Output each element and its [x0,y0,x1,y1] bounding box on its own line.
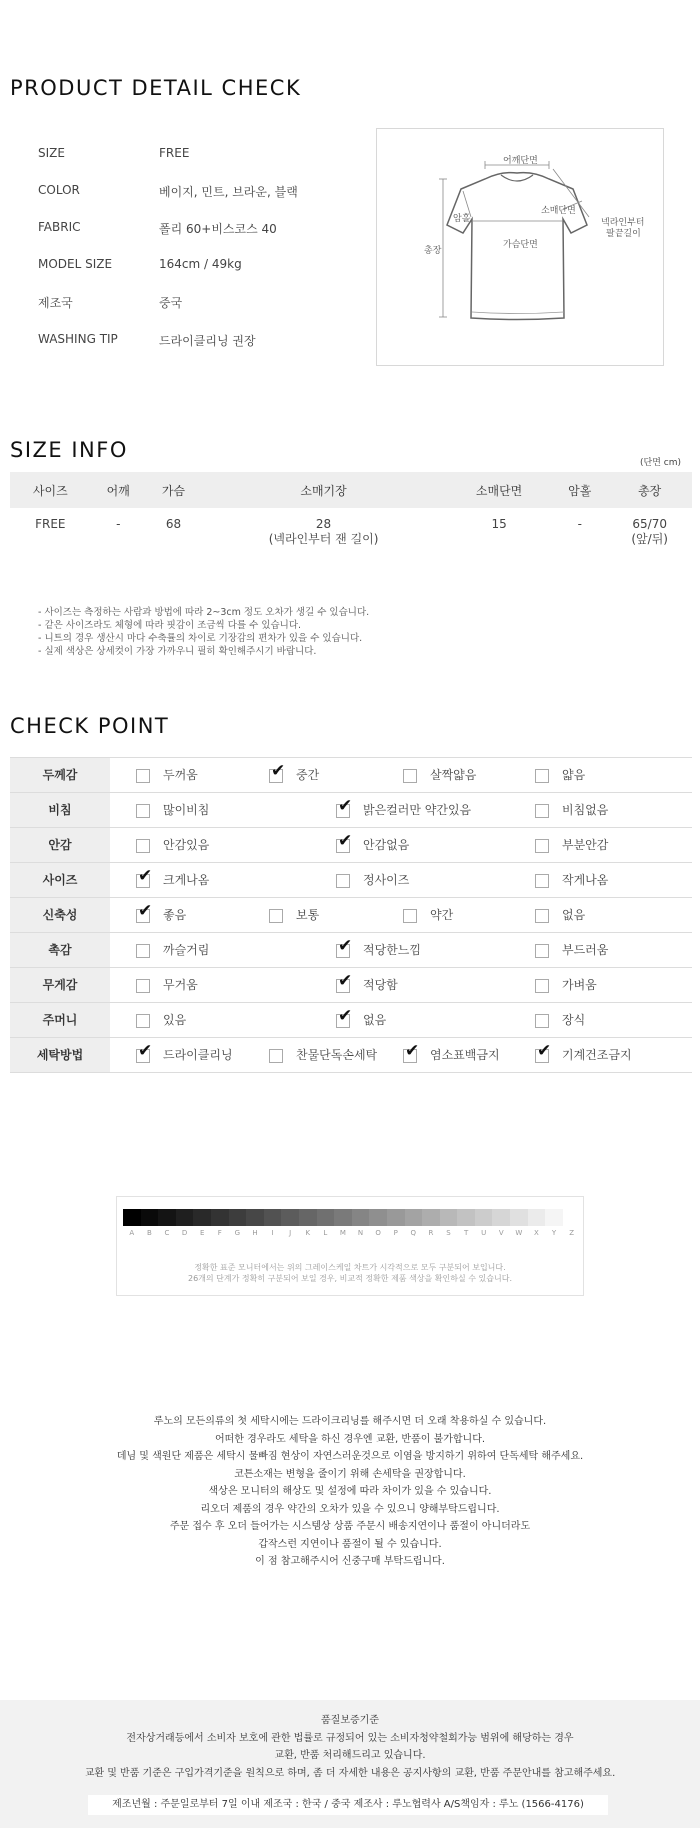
size-header-cell: 총장 [607,472,692,508]
size-note-line: - 사이즈는 측정하는 사람과 방법에 따라 2~3cm 정도 오차가 생길 수 있습니다. [38,607,370,618]
spec-value: 164cm / 49kg [159,257,242,271]
check-row-label: 주머니 [10,1003,110,1037]
gray-letter: Z [569,1229,575,1237]
check-option-label: 안감있음 [163,838,210,852]
checkbox[interactable] [336,874,350,888]
gray-letter: C [164,1229,170,1237]
check-option-label: 기계건조금지 [562,1048,632,1062]
gray-swatch [211,1209,229,1226]
checkbox[interactable] [535,839,549,853]
spec-row [38,183,338,203]
check-row [10,863,692,898]
check-icon: ✔ [138,866,153,886]
spec-value: 폴리 60+비스코스 40 [159,222,277,236]
gray-swatch [176,1209,194,1226]
check-row [10,1003,692,1038]
shoulder-cell: - [116,517,121,531]
checkbox[interactable] [535,769,549,783]
gray-swatch [475,1209,493,1226]
check-option-label: 밝은컬러만 약간있음 [363,803,472,817]
gray-swatch [528,1209,546,1226]
size-note-line: - 실제 색상은 상세컷이 가장 가까우니 필히 확인해주시기 바랍니다. [38,646,317,657]
gray-letter: X [534,1229,539,1237]
check-row-label: 사이즈 [10,863,110,897]
check-option-label: 안감없음 [363,838,410,852]
check-icon: ✔ [405,1041,420,1061]
spec-value: 중국 [159,296,183,310]
size-note-line: - 같은 사이즈라도 체형에 따라 핏감이 조금씩 다를 수 있습니다. [38,620,302,631]
check-option-label: 장식 [562,1013,586,1027]
check-point-title: CHECK POINT [10,714,170,738]
check-row-label: 안감 [10,828,110,862]
check-icon: ✔ [338,1006,353,1026]
armhole-cell: - [577,517,582,531]
care-line: 어떠한 경우라도 세탁을 하신 경우엔 교환, 반품이 불가합니다. [214,1433,486,1445]
gray-swatch [387,1209,405,1226]
gray-swatch [229,1209,247,1226]
gray-swatch [193,1209,211,1226]
size-info-title: SIZE INFO [10,438,128,462]
gray-letter: S [446,1229,451,1237]
spec-row [38,332,338,352]
check-option-label: 가벼움 [562,978,597,992]
check-icon: ✔ [338,831,353,851]
care-line: 코튼소재는 변형을 줄이기 위해 손세탁을 권장합니다. [234,1468,466,1480]
spec-row [38,220,338,240]
check-point-table [10,757,692,1073]
gray-swatch [264,1209,282,1226]
gray-swatch [510,1209,528,1226]
check-icon: ✔ [537,1041,552,1061]
checkbox[interactable] [136,769,150,783]
grayscale-chart [116,1196,584,1296]
gray-letter: V [498,1229,504,1237]
check-option-label: 정사이즈 [363,873,410,887]
check-row [10,828,692,863]
check-option-label: 두꺼움 [163,768,198,782]
size-table-header [10,472,692,508]
spec-key: FABRIC [38,220,81,234]
gray-swatch [492,1209,510,1226]
checkbox[interactable] [269,909,283,923]
gray-swatch [563,1209,581,1226]
gray-letter: A [129,1229,135,1237]
checkbox[interactable] [136,839,150,853]
size-header-cell: 소매기장 [201,472,446,508]
care-line: 갑작스런 지연이나 품절이 될 수 있습니다. [258,1538,442,1550]
sleeve-length-note: (넥라인부터 잰 길이) [268,532,379,546]
length-note: (앞/뒤) [631,532,668,546]
gray-letter: E [199,1229,205,1237]
diagram-label-shoulder: 어깨단면 [503,156,538,166]
check-row [10,793,692,828]
check-row [10,898,692,933]
gray-swatch [246,1209,264,1226]
check-option-label: 얇음 [562,768,586,782]
checkbox[interactable] [403,909,417,923]
check-option-label: 약간 [430,908,454,922]
care-line: 리오더 제품의 경우 약간의 오차가 있을 수 있으니 양해부탁드립니다. [200,1503,500,1515]
checkbox[interactable] [136,979,150,993]
checkbox[interactable] [535,874,549,888]
gray-swatch [352,1209,370,1226]
spec-key: 제조국 [38,296,73,310]
size-notes [38,606,369,658]
gray-letter: B [146,1229,152,1237]
checkbox[interactable] [269,1049,283,1063]
check-option-label: 좋음 [163,908,187,922]
grayscale-note-2: 26개의 단계가 정확히 구분되어 보일 경우, 비교적 정확한 제품 색상을 확인하실 수 있습니다. [188,1274,512,1283]
check-option-label: 있음 [163,1013,187,1027]
check-row-label: 촉감 [10,933,110,967]
size-table-row [10,508,692,578]
gray-swatch [545,1209,563,1226]
grayscale-swatches [123,1209,580,1226]
product-detail-title: PRODUCT DETAIL CHECK [10,76,302,100]
check-option-label: 부분안감 [562,838,609,852]
diagram-label-sleeve-length-2: 팔끝길이 [606,229,641,239]
spec-key: WASHING TIP [38,332,118,346]
check-row-label: 신축성 [10,898,110,932]
spec-value: 베이지, 민트, 브라운, 블랙 [159,185,298,199]
garment-diagram [376,128,664,366]
spec-row [38,257,338,277]
check-option-label: 크게나옴 [163,873,210,887]
check-icon: ✔ [271,761,286,781]
check-row [10,1038,692,1073]
checkbox[interactable] [535,1014,549,1028]
check-option-label: 비침없음 [562,803,609,817]
diagram-label-chest: 가슴단면 [503,240,538,250]
gray-swatch [317,1209,335,1226]
size-header-cell: 암홀 [552,472,607,508]
check-row-label: 비침 [10,793,110,827]
footer-line: 전자상거래등에서 소비자 보호에 관한 법률로 규정되어 있는 소비자청약철회가능 범위에 해당하는 경우 [126,1732,574,1744]
check-option-label: 작게나옴 [562,873,609,887]
gray-letter: J [289,1229,292,1237]
check-row [10,933,692,968]
diagram-label-length: 총장 [424,246,442,256]
check-row-label: 세탁방법 [10,1038,110,1072]
spec-key: SIZE [38,146,65,160]
size-table [10,472,692,578]
check-option-label: 많이비침 [163,803,210,817]
quality-footer [0,1700,700,1828]
check-row-label: 무게감 [10,968,110,1002]
footer-text [0,1712,700,1782]
check-option-label: 드라이클리닝 [163,1048,233,1062]
gray-swatch [440,1209,458,1226]
checkbox[interactable] [136,944,150,958]
check-option-label: 없음 [363,1013,387,1027]
gray-letter: Y [551,1229,557,1237]
spec-key: COLOR [38,183,80,197]
gray-swatch [299,1209,317,1226]
checkbox[interactable] [136,804,150,818]
check-option-label: 살짝얇음 [430,768,477,782]
gray-swatch [422,1209,440,1226]
check-option-label: 없음 [562,908,586,922]
diagram-label-sleeve-width: 소매단면 [541,206,576,216]
footer-info: 제조년월 : 주문일로부터 7일 이내 제조국 : 한국 / 중국 제조사 : 루노협력사 A/S책임자 : 루노 (1566-4176) [88,1795,608,1815]
gray-letter: N [357,1229,364,1237]
check-option-label: 부드러움 [562,943,609,957]
checkbox[interactable] [136,1014,150,1028]
chest-cell: 68 [165,517,182,531]
check-option-label: 염소표백금지 [430,1048,500,1062]
check-icon: ✔ [338,796,353,816]
check-option-label: 적당한느낌 [363,943,421,957]
gray-letter: K [305,1229,311,1237]
check-option-label: 찬물단독손세탁 [296,1048,378,1062]
gray-swatch [405,1209,423,1226]
sleeve-length-value: 28 [315,517,332,531]
spec-row [38,146,338,166]
check-icon: ✔ [338,971,353,991]
gray-letter: D [181,1229,188,1237]
care-line: 색상은 모니터의 해상도 및 설정에 따라 차이가 있을 수 있습니다. [208,1486,492,1497]
gray-letter: Q [410,1229,417,1237]
gray-swatch [141,1209,159,1226]
gray-letter: O [375,1229,381,1237]
check-icon: ✔ [138,1041,153,1061]
grayscale-note-1: 정확한 표준 모니터에서는 위의 그레이스케일 차트가 시각적으로 모두 구분되어 보입니다. [194,1263,506,1272]
sleeve-length-cell [201,508,446,578]
gray-swatch [334,1209,352,1226]
check-option-label: 무거움 [163,978,198,992]
gray-swatch [123,1209,141,1226]
checkbox[interactable] [403,769,417,783]
gray-letter: R [428,1229,434,1237]
check-row [10,757,692,793]
size-header-cell: 사이즈 [10,472,91,508]
gray-letter: H [252,1229,258,1237]
gray-swatch [457,1209,475,1226]
gray-letter: F [217,1229,222,1237]
footer-line: 교환, 반품 처리해드리고 있습니다. [274,1750,426,1761]
size-header-cell: 어깨 [91,472,146,508]
gray-letter: P [393,1229,398,1237]
diagram-label-armhole: 암홀 [453,214,471,224]
check-option-label: 보통 [296,908,320,922]
gray-letter: I [271,1229,274,1237]
grayscale-note [117,1262,583,1284]
care-line: 루노의 모든의류의 첫 세탁시에는 드라이크리닝를 해주시면 더 오래 착용하실 수 있습니다. [153,1416,547,1427]
length-value: 65/70 [632,517,667,531]
gray-swatch [369,1209,387,1226]
gray-letter: L [323,1229,328,1237]
check-row-label: 두께감 [10,758,110,792]
spec-value: FREE [159,146,190,160]
check-option-label: 까슬거림 [163,943,210,957]
care-line: 주문 접수 후 오더 들어가는 시스템상 상품 주문시 배송지연이나 품절이 아니더라도 [169,1521,531,1532]
care-notice [0,1413,700,1571]
check-icon: ✔ [138,901,153,921]
grayscale-letters [123,1229,580,1237]
footer-title: 품질보증기준 [321,1715,379,1726]
sleeve-width-cell: 15 [491,517,507,531]
checkbox[interactable] [535,979,549,993]
checkbox[interactable] [535,944,549,958]
spec-row [38,294,338,314]
size-header-cell: 가슴 [146,472,201,508]
care-line: 이 점 참고해주시어 신중구매 부탁드립니다. [255,1556,445,1567]
check-option-label: 중간 [296,768,320,782]
gray-letter: M [339,1229,346,1237]
spec-value: 드라이클리닝 권장 [159,334,256,348]
gray-letter: G [234,1229,241,1237]
checkbox[interactable] [535,909,549,923]
gray-letter: T [463,1229,469,1237]
gray-swatch [281,1209,299,1226]
length-cell [607,508,692,578]
care-line: 데님 및 색원단 제품은 세탁시 물빠짐 현상이 자연스러운것으로 이염을 방지하기 위하여 단독세탁 해주세요. [116,1451,584,1462]
checkbox[interactable] [535,804,549,818]
size-note-line: - 니트의 경우 생산시 마다 수축률의 차이로 기장감의 편차가 있을 수 있습니다. [38,633,363,644]
spec-key: MODEL SIZE [38,257,113,271]
footer-line: 교환 및 반품 기준은 구입가격기준을 원칙으로 하며, 좀 더 자세한 내용은 공지사항의 교환, 반품 주문안내를 참고해주세요. [84,1767,616,1779]
check-row [10,968,692,1003]
size-cell: FREE [35,517,66,531]
gray-letter: W [515,1229,523,1237]
size-unit: (단면 cm) [640,458,681,468]
gray-swatch [158,1209,176,1226]
check-option-label: 적당함 [363,978,398,992]
diagram-label-sleeve-length-1: 넥라인부터 [601,218,645,228]
gray-letter: U [481,1229,487,1237]
size-header-cell: 소매단면 [446,472,552,508]
check-icon: ✔ [338,936,353,956]
